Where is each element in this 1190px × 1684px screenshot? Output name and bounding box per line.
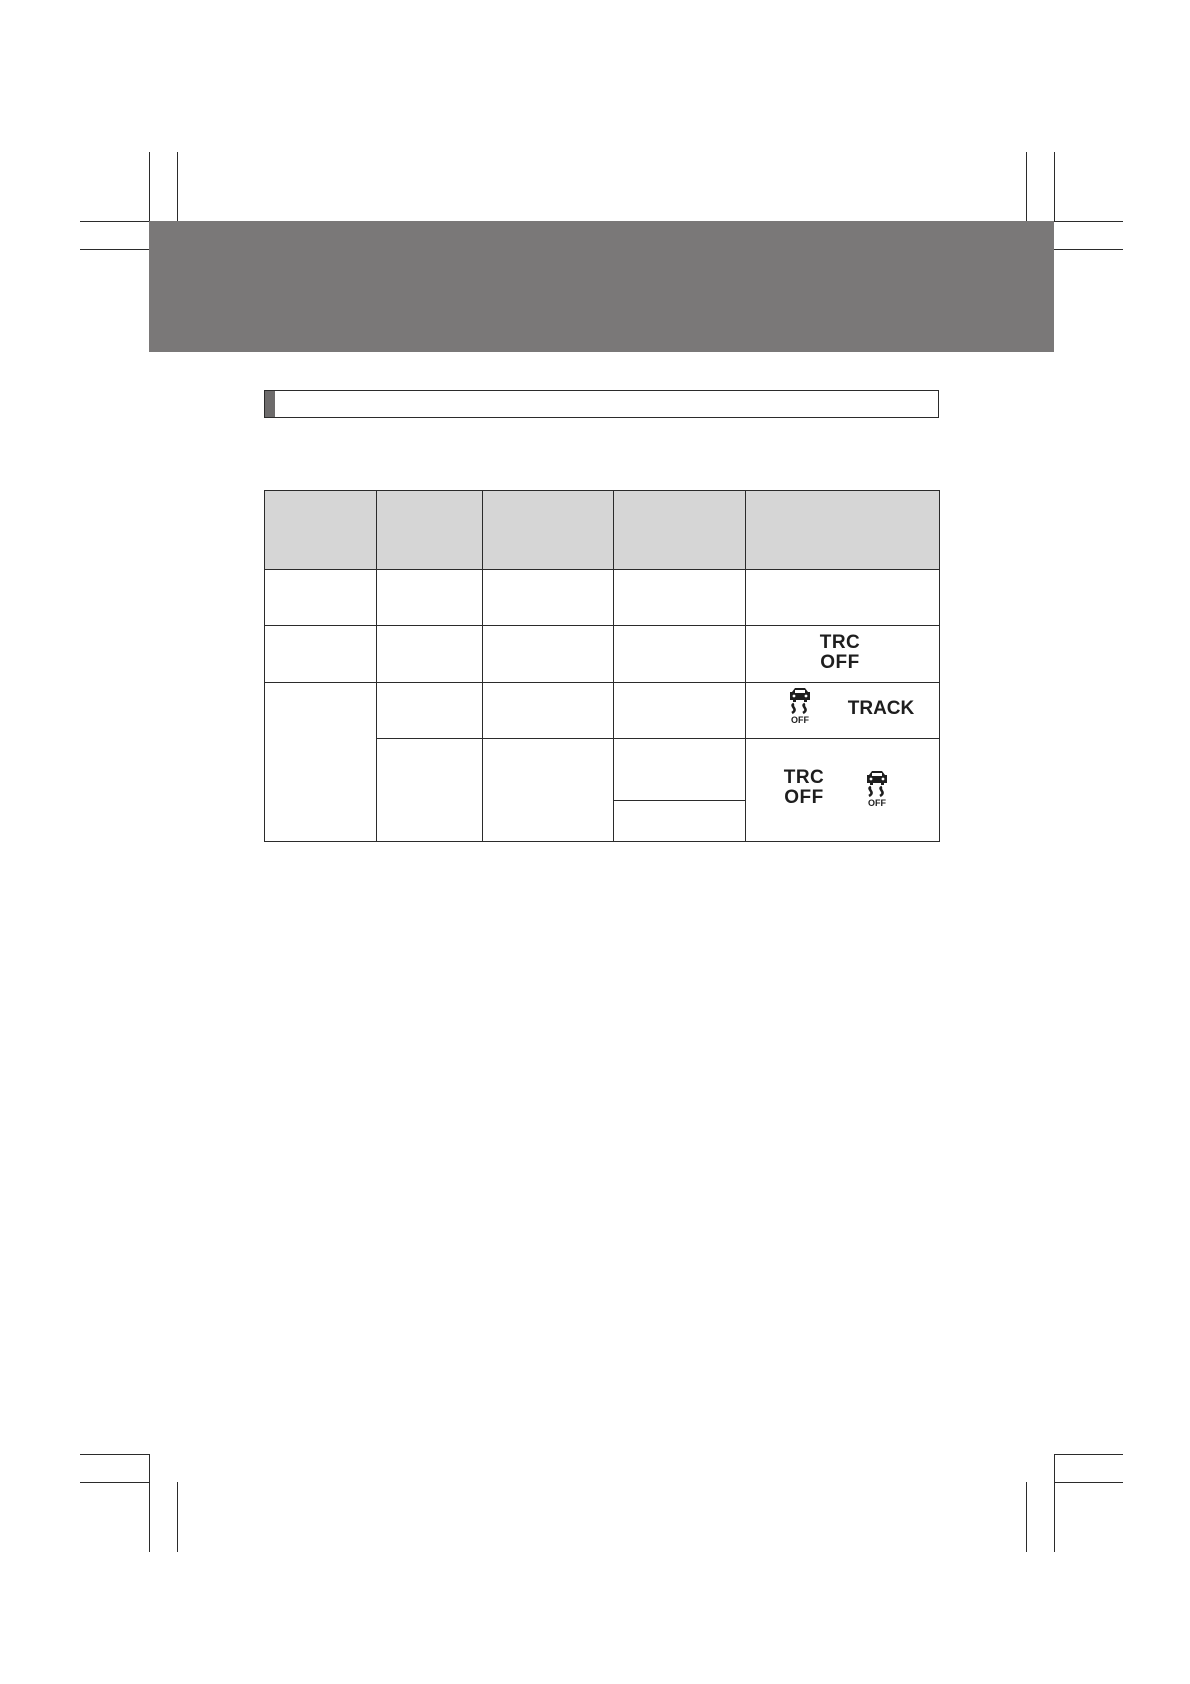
table-header-cell bbox=[482, 490, 613, 569]
crop-mark bbox=[1054, 221, 1123, 222]
table-cell bbox=[745, 569, 940, 625]
table-cell bbox=[482, 625, 613, 682]
table-header-cell bbox=[745, 490, 940, 569]
track-indicator: TRACK bbox=[847, 698, 915, 719]
table-cell bbox=[613, 682, 745, 738]
table-cell bbox=[264, 569, 376, 625]
table-header-cell bbox=[264, 490, 376, 569]
crop-mark bbox=[1054, 1454, 1055, 1552]
trc-off-indicator bbox=[815, 633, 865, 673]
trc-text: TRC bbox=[783, 767, 825, 788]
crop-mark bbox=[1026, 1482, 1027, 1552]
crop-mark bbox=[1054, 1454, 1123, 1455]
table-cell bbox=[613, 569, 745, 625]
table-cell bbox=[376, 682, 482, 738]
table-cell bbox=[613, 738, 745, 800]
crop-mark bbox=[1054, 152, 1055, 221]
crop-mark bbox=[80, 221, 149, 222]
crop-mark bbox=[80, 1454, 149, 1455]
trc-off-indicator bbox=[779, 768, 829, 808]
table-cell bbox=[482, 569, 613, 625]
crop-mark bbox=[177, 1482, 178, 1552]
off-text: OFF bbox=[784, 787, 824, 808]
crop-mark bbox=[149, 152, 150, 221]
crop-mark bbox=[80, 249, 149, 250]
table-cell bbox=[613, 800, 745, 842]
table-header-cell bbox=[376, 490, 482, 569]
skid-icon-off-label: OFF bbox=[868, 798, 886, 808]
skid-icon-off-label: OFF bbox=[791, 715, 809, 725]
table-cell-indicator bbox=[745, 738, 940, 842]
table-header-cell bbox=[613, 490, 745, 569]
section-marker bbox=[265, 391, 275, 417]
section-title-bar bbox=[264, 390, 939, 418]
table-cell bbox=[264, 625, 376, 682]
table-cell bbox=[264, 682, 376, 842]
table-cell bbox=[376, 569, 482, 625]
off-text: OFF bbox=[820, 652, 860, 673]
header-band bbox=[149, 221, 1054, 352]
table-cell bbox=[376, 738, 482, 842]
table-cell bbox=[482, 738, 613, 842]
trc-text: TRC bbox=[819, 632, 861, 653]
table-cell bbox=[482, 682, 613, 738]
crop-mark bbox=[1054, 1482, 1123, 1483]
crop-mark bbox=[149, 1454, 150, 1552]
table-cell bbox=[613, 625, 745, 682]
crop-mark bbox=[1026, 152, 1027, 221]
crop-mark bbox=[80, 1482, 149, 1483]
crop-mark bbox=[1054, 249, 1123, 250]
crop-mark bbox=[177, 152, 178, 221]
table-cell bbox=[376, 625, 482, 682]
